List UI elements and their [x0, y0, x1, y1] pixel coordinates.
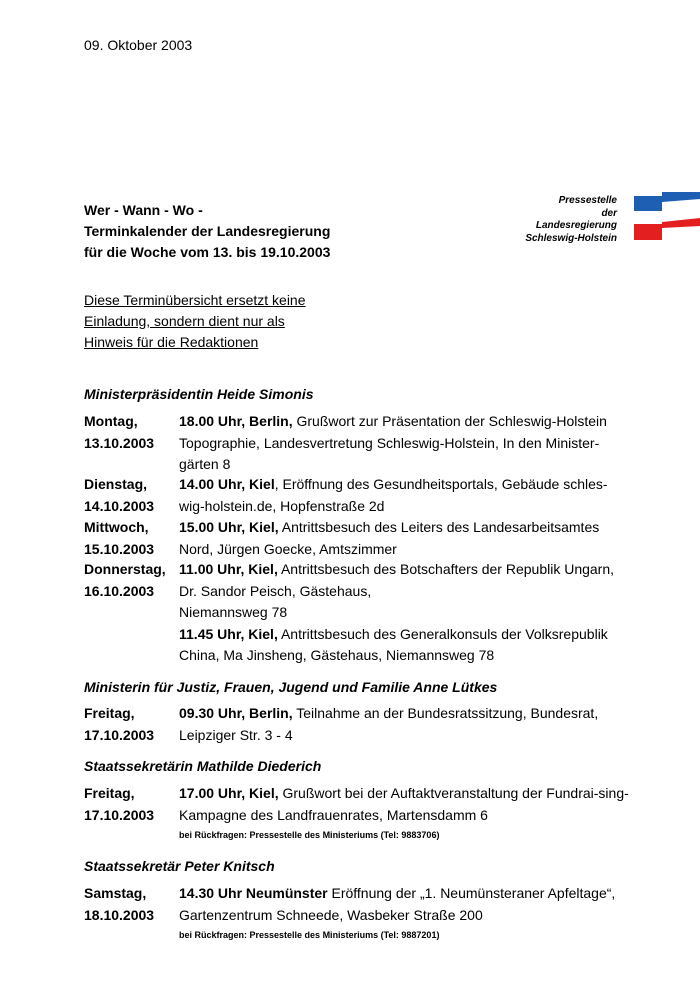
entry-text: 18.00 Uhr, Berlin, Grußwort zur Präsentation der Schleswig-Holstein Topographie, Landesvertretung Schleswig-Holstein, In den Minister-gärten 8 — [179, 413, 607, 472]
press-line: Landesregierung — [535, 220, 617, 231]
document-date: 09. Oktober 2003 — [84, 37, 193, 53]
entry-day: Samstag, 18.10.2003 — [84, 885, 155, 923]
press-line: Pressestelle — [558, 195, 617, 206]
entry-day: Freitag, 17.10.2003 — [84, 705, 155, 743]
notice-line: Diese Terminübersicht ersetzt keine — [84, 292, 306, 308]
section-heading: Ministerpräsidentin Heide Simonis — [84, 386, 314, 402]
title-line: Wer - Wann - Wo - — [84, 202, 203, 218]
notice-line: Hinweis für die Redaktionen — [84, 334, 259, 350]
press-line: Schleswig-Holstein — [525, 232, 617, 244]
entry-text: 15.00 Uhr, Kiel, Antrittsbesuch des Leiters des Landesarbeitsamtes Nord, Jürgen Goecke, Amtszimmer — [179, 519, 600, 557]
entry-text: 09.30 Uhr, Berlin, Teilnahme an der Bundesratssitzung, Bundesrat, Leipziger Str. 3 - 4 — [179, 705, 599, 743]
contact-note: bei Rückfragen: Pressestelle des Ministeriums (Tel: 9883706) — [179, 830, 440, 840]
title-line: Terminkalender der Landesregierung — [84, 223, 331, 239]
disclaimer-notice — [84, 290, 306, 353]
flag-logo-icon — [632, 192, 700, 244]
entry-text: 14.30 Uhr Neumünster Eröffnung der „1. Neumünsteraner Apfeltage“, Gartenzentrum Schneede, Wasbeker Straße 200 bei Rückfragen: Pressestelle des Ministeriums (Tel: 9887201) — [179, 883, 629, 942]
press-office-label — [490, 195, 617, 245]
section-heading: Ministerin für Justiz, Frauen, Jugend und Familie Anne Lütkes — [84, 679, 498, 695]
entry-day: Dienstag, 14.10.2003 — [84, 476, 155, 514]
entry-day: Montag, 13.10.2003 — [84, 413, 155, 451]
section-heading: Staatssekretärin Mathilde Diederich — [84, 758, 322, 774]
notice-line: Einladung, sondern dient nur als — [84, 313, 285, 329]
contact-note: bei Rückfragen: Pressestelle des Ministeriums (Tel: 9887201) — [179, 930, 440, 940]
entry-day: Freitag, 17.10.2003 — [84, 785, 155, 823]
entry-day: Mittwoch, 15.10.2003 — [84, 519, 155, 557]
document-title — [84, 200, 330, 263]
entry-day: Donnerstag, 16.10.2003 — [84, 561, 166, 599]
press-line: der — [601, 207, 617, 219]
entry-text: 11.00 Uhr, Kiel, Antrittsbesuch des Botschafters der Republik Ungarn, Dr. Sandor Peisch, Gästehaus, Niemannsweg 78 11.45 Uhr, Kiel, Antrittsbesuch des Generalkonsuls der Volksrepublik China, Ma Jinsheng, Gästehaus, Niemannsweg 78 — [179, 561, 615, 663]
entry-text: 14.00 Uhr, Kiel, Eröffnung des Gesundheitsportals, Gebäude schles-wig-holstein.de, Hopfenstraße 2d — [179, 476, 608, 514]
entry-text: 17.00 Uhr, Kiel, Grußwort bei der Auftaktveranstaltung der Fundrai-sing-Kampagne des Landfrauenrates, Martensdamm 6 bei Rückfragen: Pressestelle des Ministeriums (Tel: 9883706) — [179, 785, 629, 840]
section-heading: Staatssekretär Peter Knitsch — [84, 858, 275, 874]
title-line: für die Woche vom 13. bis 19.10.2003 — [84, 244, 331, 260]
